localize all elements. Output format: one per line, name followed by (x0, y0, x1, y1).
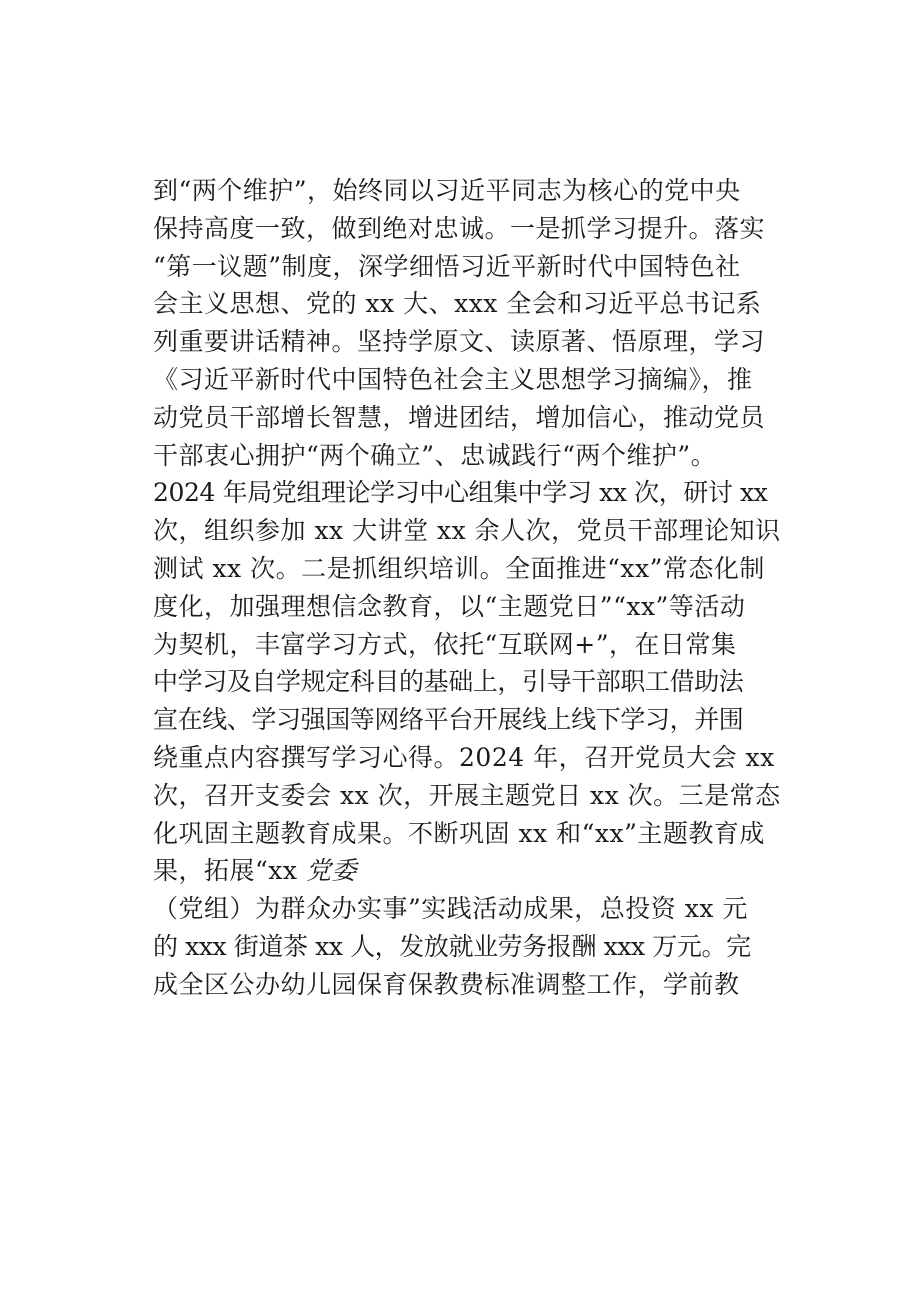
text-line: 度化，加强理想信念教育，以“主题党日”“xx”等活动 (153, 591, 746, 621)
text-line: 2024 年局党组理论学习中心组集中学习 xx 次，研讨 xx (153, 478, 768, 508)
text-line: 绕重点内容撰写学习心得。2024 年，召开党员大会 xx (153, 742, 775, 772)
text-line: 中学习及自学规定科目的基础上，引导干部职工借助法 (153, 667, 744, 697)
text-line: 动党员干部增长智慧，增进团结，增加信心，推动党员 (153, 402, 766, 432)
text-line: 干部衷心拥护“两个确立”、忠诚践行“两个维护”。 (153, 440, 717, 470)
text-line: 列重要讲话精神。坚持学原文、读原著、悟原理，学习 (153, 327, 766, 357)
text-line: “第一议题”制度，深学细悟习近平新时代中国特色社 (153, 251, 741, 281)
text-line: （党组）为群众办实事”实践活动成果，总投资 xx 元 (153, 894, 748, 924)
text-line: 《习近平新时代中国特色社会主义思想学习摘编》，推 (153, 364, 753, 394)
text-line: 为契机，丰富学习方式，依托“互联网+”，在日常集 (153, 629, 737, 659)
text-line: 成全区公办幼儿园保育保教费标准调整工作，学前教 (153, 969, 740, 999)
text-line: 测试 xx 次。二是抓组织培训。全面推进“xx”常态化制 (153, 553, 765, 583)
text-line: 次，召开支委会 xx 次，开展主题党日 xx 次。三是常态 (153, 780, 781, 810)
text-line: 会主义思想、党的 xx 大、xxx 全会和习近平总书记系 (153, 289, 762, 319)
text-fragment: 果，拓展“xx (153, 856, 306, 886)
text-line: 到“两个维护”，始终同以习近平同志为核心的党中央 (153, 176, 741, 205)
body-text (153, 172, 793, 1004)
text-line-with-italic (153, 852, 793, 890)
text-line: 化巩固主题教育成果。不断巩固 xx 和“xx”主题教育成 (153, 818, 765, 848)
text-line: 保持高度一致，做到绝对忠诚。一是抓学习提升。落实 (153, 213, 766, 243)
italic-fragment: 党委 (305, 856, 357, 886)
text-line: 次，组织参加 xx 大讲堂 xx 余人次，党员干部理论知识 (153, 516, 781, 546)
text-line: 的 xxx 街道茶 xx 人，发放就业劳务报酬 xxx 万元。完 (153, 931, 751, 961)
text-line: 宣在线、学习强国等网络平台开展线上线下学习，并围 (153, 705, 744, 735)
